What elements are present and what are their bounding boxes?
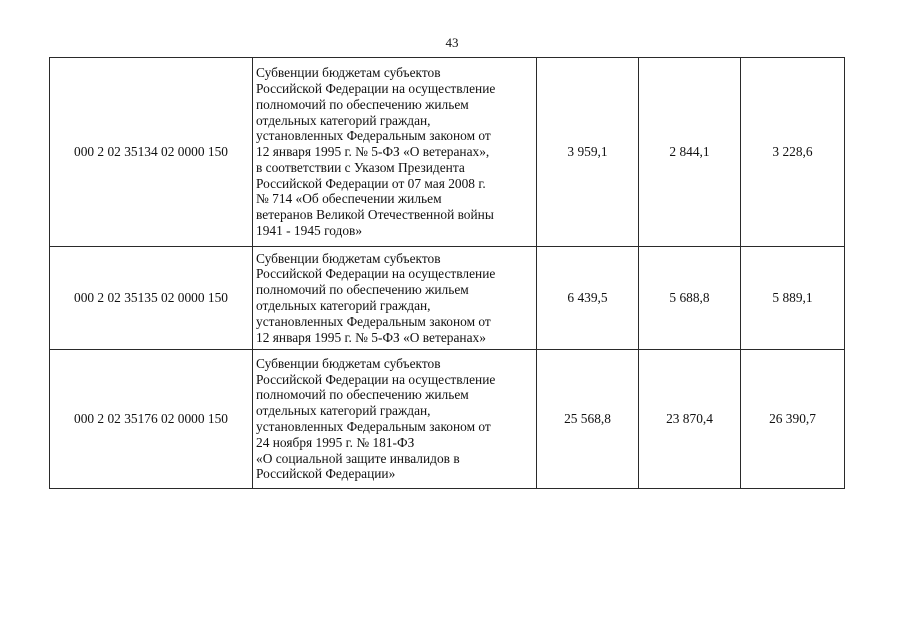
amount-year-1-cell: 25 568,8 (537, 350, 639, 489)
amount-year-3-cell: 5 889,1 (741, 247, 845, 350)
description-cell: Субвенции бюджетам субъектов Российской Федерации на осуществление полномочий по обеспечению жильем отдельных категорий граждан, установленных Федеральным законом от 12 января 1995 г. № 5-ФЗ «О ветеранах», в соответствии с Указом Президента Российской Федерации от 07 мая 2008 г. № 714 «Об обеспечении жильем ветеранов Великой Отечественной войны 1941 - 1945 годов» (253, 58, 537, 247)
amount-year-3-cell: 3 228,6 (741, 58, 845, 247)
amount-year-1-cell: 6 439,5 (537, 247, 639, 350)
budget-code-cell: 000 2 02 35135 02 0000 150 (50, 247, 253, 350)
amount-year-1-cell: 3 959,1 (537, 58, 639, 247)
budget-subventions-table (49, 57, 845, 489)
amount-year-2-cell: 5 688,8 (639, 247, 741, 350)
amount-year-3-cell: 26 390,7 (741, 350, 845, 489)
amount-year-2-cell: 2 844,1 (639, 58, 741, 247)
table-row (50, 58, 845, 247)
budget-code-cell: 000 2 02 35134 02 0000 150 (50, 58, 253, 247)
table-row (50, 350, 845, 489)
description-cell: Субвенции бюджетам субъектов Российской Федерации на осуществление полномочий по обеспечению жильем отдельных категорий граждан, установленных Федеральным законом от 24 ноября 1995 г. № 181-ФЗ «О социальной защите инвалидов в Российской Федерации» (253, 350, 537, 489)
table-row (50, 247, 845, 350)
amount-year-2-cell: 23 870,4 (639, 350, 741, 489)
page-number: 43 (445, 35, 459, 50)
description-cell: Субвенции бюджетам субъектов Российской Федерации на осуществление полномочий по обеспечению жильем отдельных категорий граждан, установленных Федеральным законом от 12 января 1995 г. № 5-ФЗ «О ветеранах» (253, 247, 537, 350)
budget-code-cell: 000 2 02 35176 02 0000 150 (50, 350, 253, 489)
